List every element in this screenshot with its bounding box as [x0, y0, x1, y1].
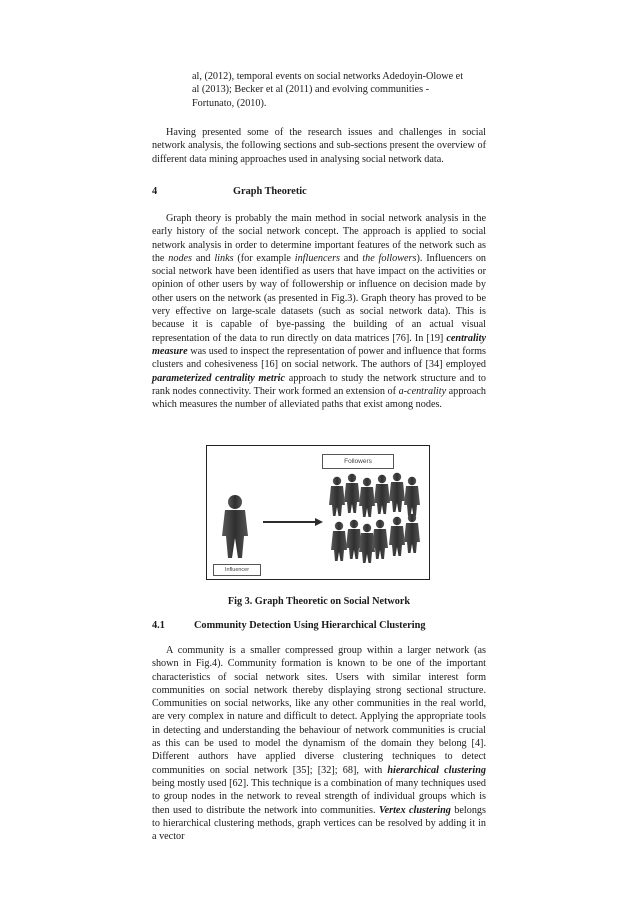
- citation-block: [192, 70, 486, 110]
- text-run: was used to inspect the representation of power and influence that forms clusters and cohesiveness [16] on social network. The authors of [34] employed: [152, 345, 486, 371]
- term-links: links: [214, 252, 234, 264]
- text-run: approach to study the network structure and to rank nodes connectivity. Their work formed an extension of: [152, 372, 487, 397]
- section-title: Community Detection Using Hierarchical Clustering: [194, 620, 426, 631]
- text-run: (for example: [233, 252, 295, 264]
- text-run: belongs to hierarchical clustering methods, graph vertices can be resolved by adding it in a vector: [152, 804, 486, 843]
- text-run: ). Influencers on social network have been identified as users that have impact on the activities or opinion of other users by way of followership or influence on decision made by other users on the network (as presented in Fig.3). Graph theory has proved to be very effective on large-scale datasets (such as social network data). This is because it is capable of bye-passing the building of an actual visual representation of the data to run directly on data matrices [76]. In [19]: [152, 252, 487, 344]
- intro-paragraph: [152, 126, 486, 166]
- influencer-followers-illustration: [207, 446, 429, 579]
- influencer-label: Influencer: [213, 564, 261, 576]
- section-title: Graph Theoretic: [233, 186, 307, 197]
- term-nodes: nodes: [168, 252, 193, 264]
- text-run: and: [340, 252, 363, 264]
- term-parameterized-centrality: parameterized centrality metric: [152, 372, 286, 384]
- term-hierarchical-clustering: hierarchical clustering: [387, 764, 486, 776]
- section-number: 4.1: [152, 620, 165, 631]
- term-influencers: influencers: [294, 252, 341, 264]
- text-run: being mostly used [62]. This technique is a combination of many techniques used to group nodes in the network to reveal strength of individual groups which is then used to distribute the network into communities.: [152, 777, 486, 816]
- text-run: Graph theory is probably the main method in social network analysis in the early history of the social network concept. The approach is applied to social network analysis in order to determine important features of the network such as the: [152, 213, 486, 264]
- section-number: 4: [152, 186, 158, 197]
- followers-label: Followers: [322, 454, 394, 469]
- text-run: and: [192, 252, 215, 264]
- influencer-person-icon: [222, 495, 248, 558]
- citation-line: al, (2012), temporal events on social networks Adedoyin-Olowe et: [192, 71, 464, 82]
- text-run: approach which measures the number of alleviated paths that exist among nodes.: [152, 385, 486, 411]
- figure-caption: Fig 3. Graph Theoretic on Social Network: [227, 596, 411, 607]
- figure-3: [206, 445, 430, 580]
- intro-text: Having presented some of the research issues and challenges in social network analysis, the following sections and sub-sections present the overview of different data mining approaches used in analysing social network data.: [152, 127, 486, 165]
- followers-crowd-icon: [329, 473, 420, 563]
- arrow-right-icon: [263, 518, 323, 526]
- citation-line: Fortunato, (2010).: [192, 97, 267, 109]
- term-a-centrality: a-centrality: [398, 385, 447, 397]
- term-vertex-clustering: Vertex clustering: [378, 804, 451, 816]
- graph-theory-paragraph: [152, 212, 486, 411]
- term-followers: the followers: [362, 252, 417, 264]
- community-paragraph: [152, 644, 486, 843]
- citation-line: al (2013); Becker et al (2011) and evolving communities -: [192, 84, 429, 96]
- text-run: A community is a smaller compressed group within a larger network (as shown in Fig.4). Community formation is known to be one of the important characteristics of social network sites. Users with similar interest form communities on social network thereby displaying strong sectional structure. Communities on social networks, like any other communities in the real world, are very complex in nature and difficult to detect. Applying the appropriate tools in detecting and understanding the behaviour of network communities is crucial as this can be used to model the dynamism of the domain they belong [4]. Different authors have applied diverse clustering techniques to detect communities on social network [35]; [32]; 68], with: [152, 645, 486, 776]
- term-centrality-measure: centrality measure: [152, 332, 486, 357]
